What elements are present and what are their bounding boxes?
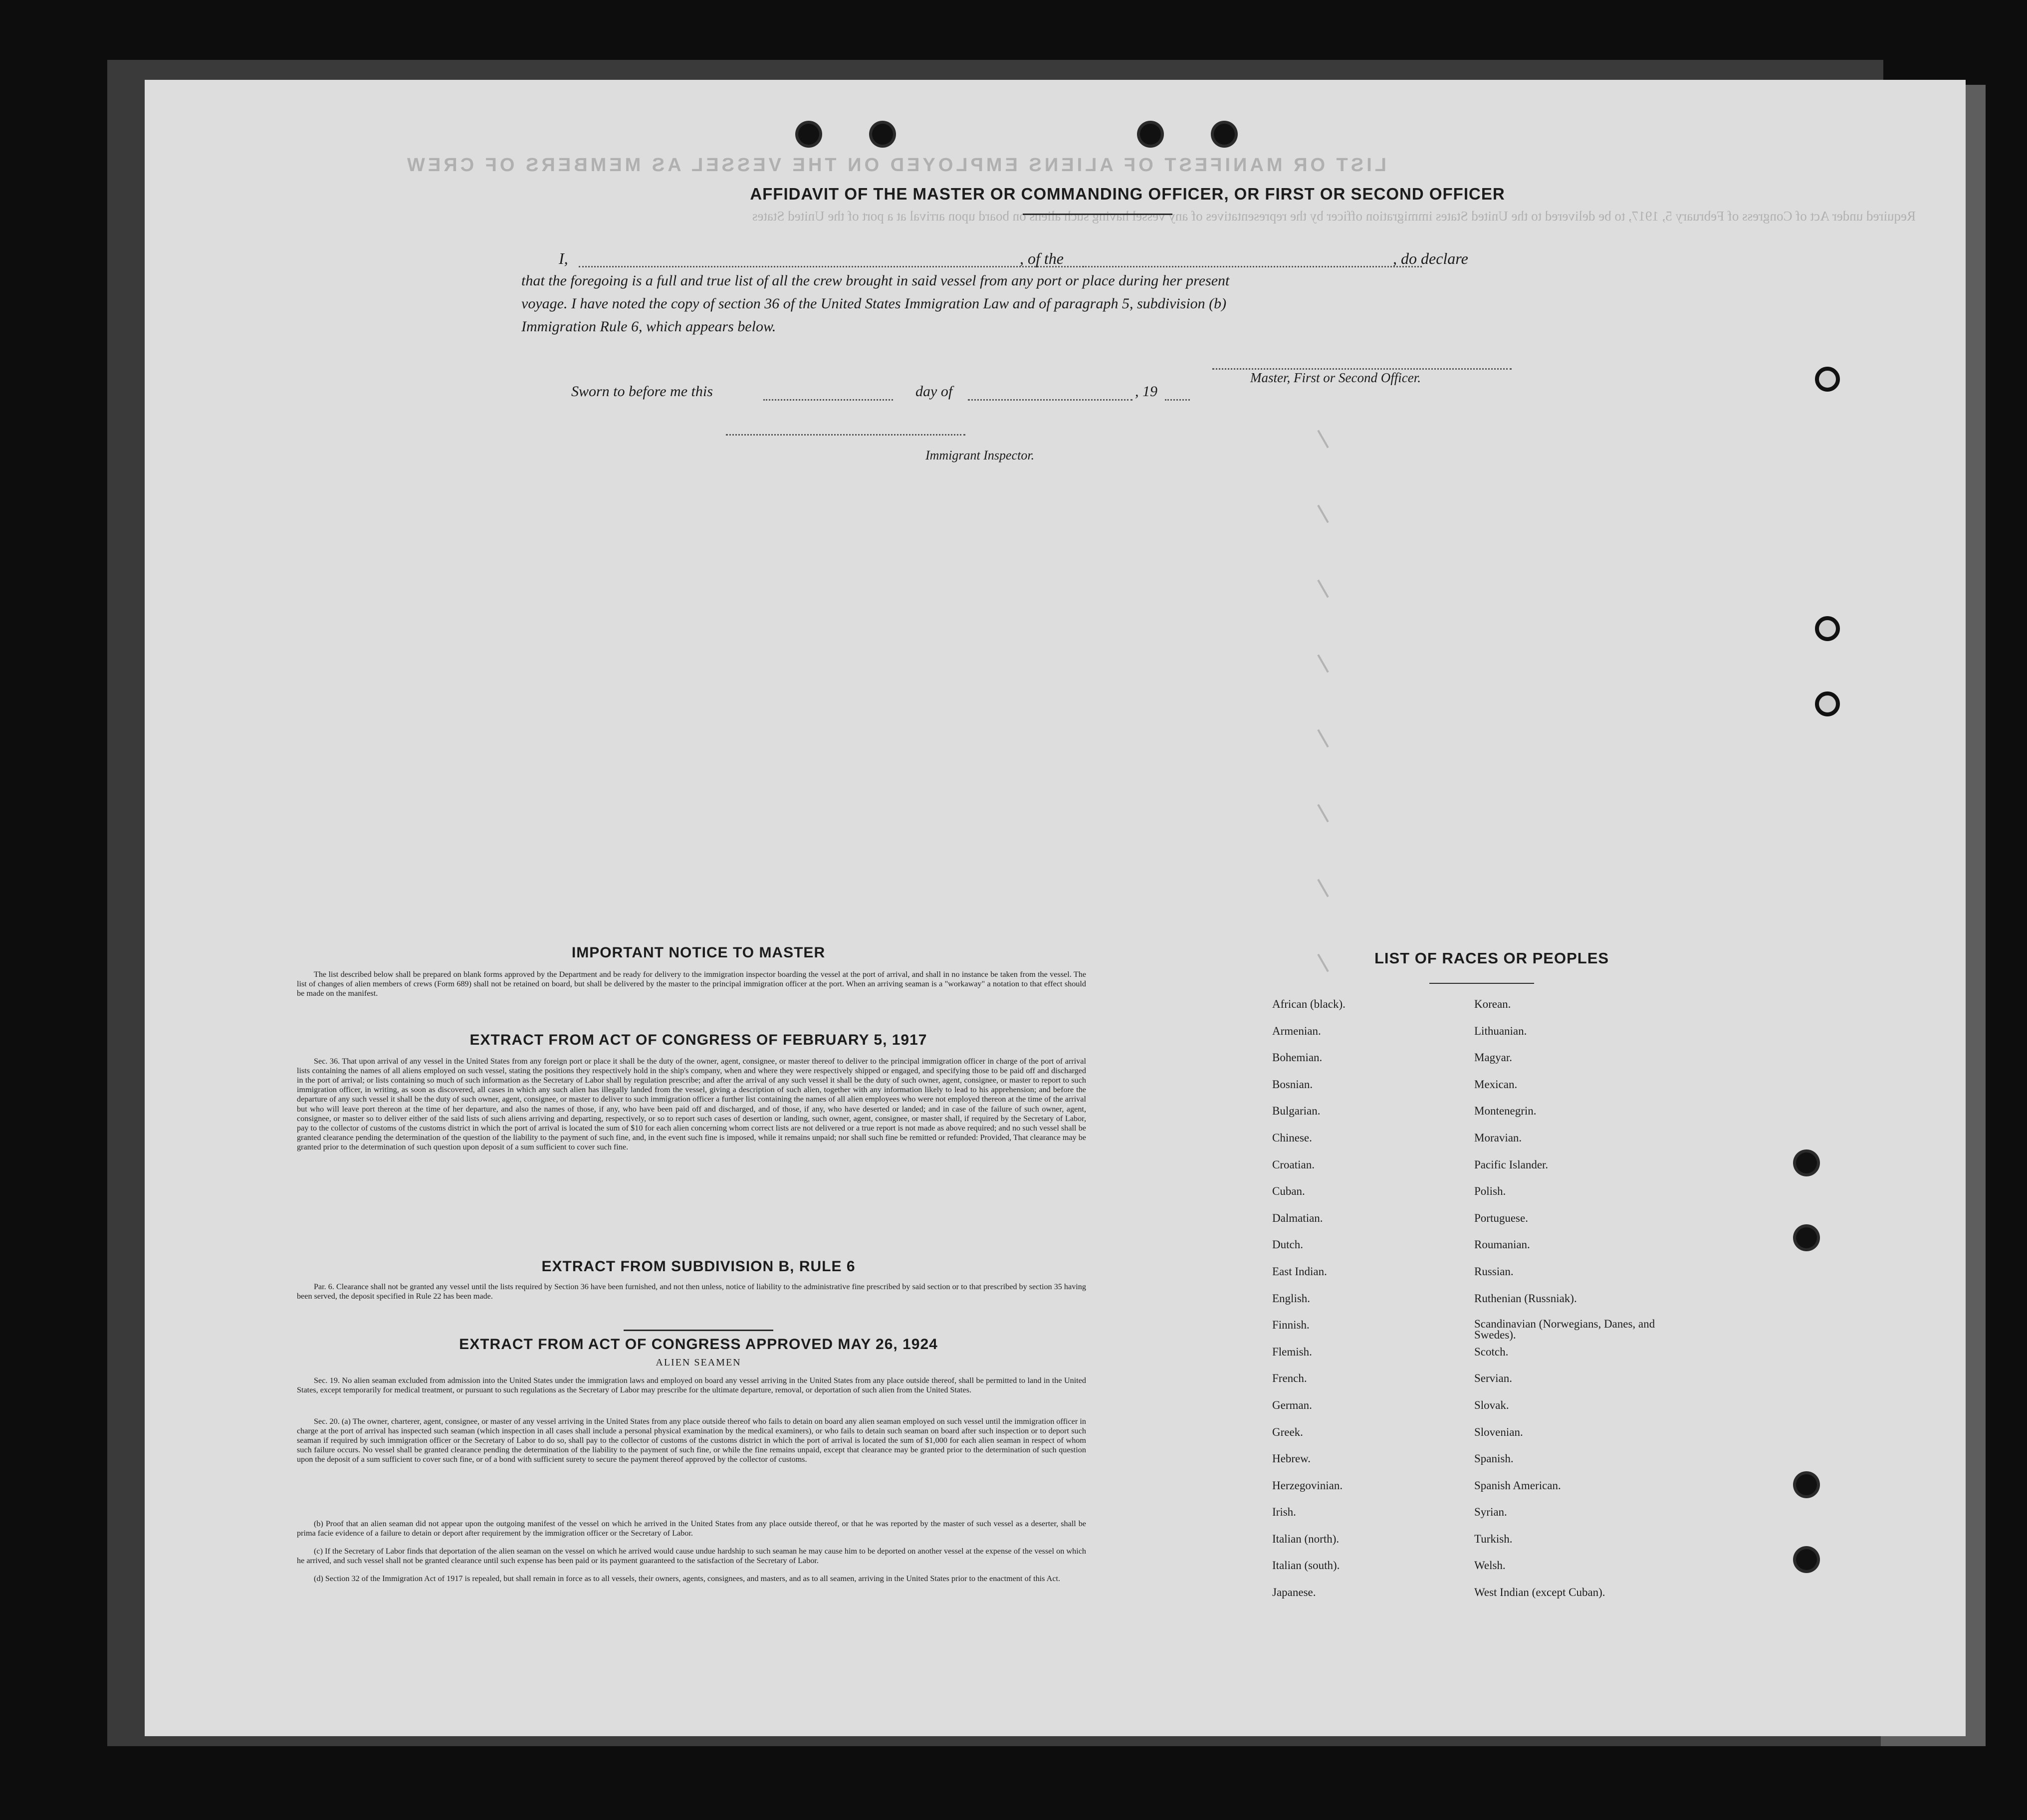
- race-item: Spanish.: [1474, 1452, 1514, 1465]
- notice-heading: IMPORTANT NOTICE TO MASTER: [571, 944, 826, 961]
- punch-hole: [1796, 1549, 1817, 1570]
- race-item: West Indian (except Cuban).: [1474, 1586, 1605, 1599]
- race-item: Pacific Islander.: [1474, 1158, 1549, 1171]
- master-signature-label: Master, First or Second Officer.: [1250, 370, 1421, 385]
- race-item: Turkish.: [1474, 1532, 1513, 1545]
- declarant-name-line: [579, 266, 1167, 267]
- race-item: Ruthenian (Russniak).: [1474, 1292, 1577, 1305]
- race-item: Moravian.: [1474, 1131, 1522, 1144]
- race-item: Dutch.: [1272, 1238, 1303, 1251]
- race-item: Armenian.: [1272, 1024, 1321, 1037]
- inspector-signature-line: [726, 434, 965, 436]
- race-item: Finnish.: [1272, 1319, 1310, 1332]
- bleed-through-mark: [1317, 655, 1329, 673]
- sworn-month-line: [968, 399, 1132, 401]
- race-item: Lithuanian.: [1474, 1024, 1527, 1037]
- race-item: Greek.: [1272, 1425, 1303, 1438]
- extract-1917-text: Sec. 36. That upon arrival of any vessel in the United States from any foreign port or place it shall be the duty of the owner, agent, consignee, or master thereof to deliver to the principal immigration officer in charge of the port of arrival lists containing the names of all aliens employed on such vessel, stating the positions they respectively hold in the ship's company, when and where they were respectively shipped or engaged, and specifying those to be paid off and discharged in the port of arrival; or lists containing so much of such information as the Secretary of Labor shall by regulation prescribe; and after the arrival of any such vessel it shall be the duty of such owner, agent, consignee, or master to report to such immigration officer, in writing, as soon as discovered, all cases in which any such alien has illegally landed from the vessel, giving a description of such alien, together with any information likely to lead to his apprehension; and before the departure of any such vessel it shall be the duty of such owner, agent, consignee, or master to deliver to such immigration officer a further list containing the names of all alien employees who were not employed thereon at the time of the arrival but who will leave port thereon at the time of her departure, and also the names of those, if any, who have been paid off and discharged, and of those, if any, who have deserted or landed; and in case of the failure of such owner, agent, consignee, or master so to deliver either of the said lists of such aliens arriving and departing, respectively, or so to report such cases of desertion or landing, such owner, agent, consignee, or master shall, if required by the Secretary of Labor, pay to the collector of customs of the customs district in which the port of arrival is located the sum of $10 for each alien concerning whom correct lists are not delivered or a true report is not made as above required; and no such vessel shall be granted clearance pending the determination of the question of the liability to the payment of such fine, and, in the event such fine is imposed, while it remains unpaid; nor shall such fine be remitted or refunded: Provided, That clearance may be granted prior to the determination of such question upon deposit of a sum sufficient to cover such fine.: [297, 1057, 1086, 1151]
- race-item: Bohemian.: [1272, 1051, 1323, 1064]
- race-item: Chinese.: [1272, 1131, 1312, 1144]
- title-rule: [1023, 214, 1172, 215]
- extract-1924-c: (c) If the Secretary of Labor finds that deportation of the alien seaman on the vessel on which he arrived would cause undue hardship to such seaman he may cause him to be deported on another vessel at the expense of the vessel on which he arrived, and such vessel shall not be granted clearance until such expense has been paid or its payment guaranteed to the satisfaction of the Secretary of Labor.: [297, 1547, 1086, 1566]
- punch-hole: [1214, 124, 1235, 145]
- race-item: Croatian.: [1272, 1158, 1315, 1171]
- bleed-through-mark: [1317, 879, 1329, 898]
- race-item: Irish.: [1272, 1506, 1296, 1519]
- race-item: Flemish.: [1272, 1345, 1312, 1358]
- race-item: Roumanian.: [1474, 1238, 1530, 1251]
- alien-seamen-subheading: ALIEN SEAMEN: [656, 1357, 741, 1368]
- race-item: German.: [1272, 1398, 1312, 1411]
- affidavit-line-2: voyage. I have noted the copy of section 36 of the United States Immigration Law and of paragraph 5, subdivision (b): [521, 295, 1227, 312]
- bleed-through-title: LIST OR MANIFEST OF ALIENS EMPLOYED ON THE VESSEL AS MEMBERS OF CREW: [404, 155, 1386, 176]
- bleed-through-subtitle: Required under Act of Congress of February 5, 1917, to be delivered to the United States immigration officer by the representatives of any vessel having such aliens on board upon arrival at a port of the United States: [752, 209, 1916, 224]
- race-item: Bosnian.: [1272, 1078, 1313, 1091]
- bleed-through-mark: [1317, 580, 1329, 598]
- bleed-through-mark: [1317, 729, 1329, 748]
- race-item: Mexican.: [1474, 1078, 1518, 1091]
- extract-1924-b: (b) Proof that an alien seaman did not appear upon the outgoing manifest of the vessel on which he arrived in the United States from any place outside thereof, or that he was reported by the master of such vessel as a deserter, shall be prima facie evidence of a failure to detain or deport after requirement by the immigration officer or the Secretary of Labor.: [297, 1519, 1086, 1538]
- race-item: French.: [1272, 1372, 1307, 1385]
- affidavit-of-the: , of the: [1020, 249, 1064, 267]
- ring-hole: [1815, 367, 1840, 392]
- races-left-column: [1272, 998, 1472, 1613]
- extract-1917-heading: EXTRACT FROM ACT OF CONGRESS OF FEBRUARY 5, 1917: [469, 1032, 927, 1048]
- races-right-column: [1474, 998, 1674, 1613]
- subdivision-heading: EXTRACT FROM SUBDIVISION B, RULE 6: [541, 1258, 856, 1275]
- vessel-name-line: [1083, 266, 1422, 267]
- punch-hole: [798, 124, 819, 145]
- bleed-through-mark: [1317, 430, 1329, 449]
- section-rule: [624, 1330, 773, 1331]
- punch-hole: [872, 124, 893, 145]
- race-item: Slovenian.: [1474, 1425, 1523, 1438]
- bleed-through-mark: [1317, 505, 1329, 523]
- race-item: Scandinavian (Norwegians, Danes, and Swedes).: [1474, 1318, 1655, 1342]
- race-item: African (black).: [1272, 998, 1346, 1010]
- races-rule: [1429, 983, 1534, 984]
- race-item: English.: [1272, 1292, 1311, 1305]
- year-label: , 19: [1135, 383, 1157, 400]
- punch-hole: [1796, 1474, 1817, 1495]
- ring-hole: [1815, 616, 1840, 641]
- race-item: Cuban.: [1272, 1185, 1305, 1198]
- affidavit-line-3: Immigration Rule 6, which appears below.: [521, 318, 776, 335]
- race-item: Spanish American.: [1474, 1479, 1561, 1492]
- extract-1924-sec19: Sec. 19. No alien seaman excluded from admission into the United States under the immigration laws and employed on board any vessel arriving in the United States from any place outside thereof, shall be permitted to land in the United States, except temporarily for medical treatment, or pursuant to such regulations as the Secretary of Labor may prescribe for the ultimate departure, removal, or deportation of such alien from the United States.: [297, 1376, 1086, 1395]
- punch-hole: [1796, 1227, 1817, 1248]
- race-item: Servian.: [1474, 1372, 1513, 1385]
- affidavit-line-1: that the foregoing is a full and true list of all the crew brought in said vessel from any port or place during her present: [521, 272, 1230, 289]
- race-item: Welsh.: [1474, 1559, 1506, 1572]
- race-item: East Indian.: [1272, 1265, 1327, 1278]
- affidavit-declarant-label: I,: [559, 249, 568, 267]
- extract-1924-d: (d) Section 32 of the Immigration Act of 1917 is repealed, but shall remain in force as to all vessels, their owners, agents, consignees, and masters, and as to all seamen, arriving in the United States prior to the enactment of this Act.: [314, 1574, 1061, 1583]
- inspector-label: Immigrant Inspector.: [925, 448, 1035, 462]
- punch-hole: [1140, 124, 1161, 145]
- ring-hole: [1815, 691, 1840, 716]
- race-item: Syrian.: [1474, 1506, 1507, 1519]
- race-item: Japanese.: [1272, 1586, 1316, 1599]
- race-item: Portuguese.: [1474, 1211, 1528, 1224]
- race-item: Italian (south).: [1272, 1559, 1340, 1572]
- race-item: Italian (north).: [1272, 1532, 1340, 1545]
- bleed-through-mark: [1317, 804, 1329, 823]
- race-item: Montenegrin.: [1474, 1105, 1537, 1118]
- races-heading: LIST OF RACES OR PEOPLES: [1374, 949, 1609, 967]
- race-item: Bulgarian.: [1272, 1105, 1321, 1118]
- sworn-label: Sworn to before me this: [571, 383, 713, 400]
- sworn-year-line: [1165, 399, 1190, 401]
- master-signature-line: [1212, 368, 1512, 370]
- affidavit-do-declare: , do declare: [1393, 249, 1468, 267]
- race-item: Korean.: [1474, 998, 1511, 1010]
- affidavit-title: AFFIDAVIT OF THE MASTER OR COMMANDING OFFICER, OR FIRST OR SECOND OFFICER: [750, 185, 1505, 203]
- day-of-label: day of: [915, 383, 953, 400]
- punch-hole: [1796, 1152, 1817, 1173]
- race-item: Herzegovinian.: [1272, 1479, 1343, 1492]
- race-item: Magyar.: [1474, 1051, 1513, 1064]
- race-item: Dalmatian.: [1272, 1211, 1323, 1224]
- extract-1924-sec20: Sec. 20. (a) The owner, charterer, agent, consignee, or master of any vessel arriving in the United States from any place outside thereof who fails to detain on board any alien seaman employed on such vessel until the immigration officer in charge at the port of arrival has inspected such seaman (which inspection in all cases shall include a personal physical examination by the medical examiners), or who fails to detain such seaman on board after such inspection or to deport such seaman if required by such immigration officer or the Secretary of Labor to do so, shall pay to the collector of customs of the customs district in which the port of arrival is located the sum of $1,000 for each alien seaman in respect of whom such failure occurs. No vessel shall be granted clearance pending the determination of the liability to the payment of such fine, or while the fine remains unpaid, except that clearance may be granted prior to the determination of such question upon the deposit of a sum sufficient to cover such fine, or of a bond with sufficient surety to secure the payment thereof approved by the collector of customs.: [297, 1417, 1086, 1464]
- race-item: Polish.: [1474, 1185, 1506, 1198]
- document-page: [145, 80, 1966, 1736]
- notice-text: The list described below shall be prepared on blank forms approved by the Department and be ready for delivery to the immigration inspector boarding the vessel at the port of arrival, and shall in no instance be taken from the vessel. The list of changes of alien members of crews (Form 689) shall not be retained on board, but shall be delivered by the master to the principal immigration officer at the port. When an arriving seaman is a "workaway" a notation to that effect should be made on the manifest.: [297, 970, 1086, 998]
- race-item: Hebrew.: [1272, 1452, 1311, 1465]
- race-item: Russian.: [1474, 1265, 1514, 1278]
- subdivision-text: Par. 6. Clearance shall not be granted any vessel until the lists required by Section 36 have been furnished, and not then unless, notice of liability to the administrative fine prescribed by said section or to that prescribed by section 35 having been served, the deposit specified in Rule 22 has been made.: [297, 1282, 1086, 1301]
- extract-1924-heading: EXTRACT FROM ACT OF CONGRESS APPROVED MAY 26, 1924: [459, 1336, 938, 1353]
- sworn-day-line: [763, 399, 893, 401]
- race-item: Scotch.: [1474, 1345, 1509, 1358]
- race-item: Slovak.: [1474, 1398, 1509, 1411]
